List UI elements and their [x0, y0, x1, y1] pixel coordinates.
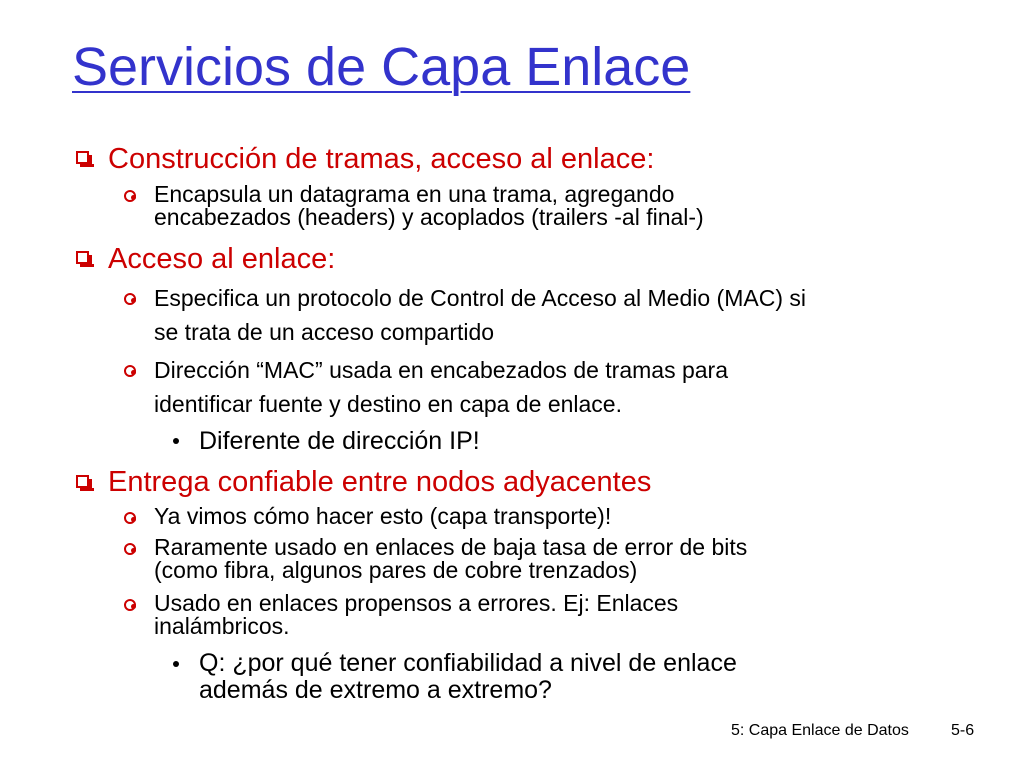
ring-bullet-icon	[124, 599, 136, 611]
sub-bullet-mac-protocol	[154, 281, 806, 349]
text-line: inalámbricos.	[154, 613, 290, 639]
sub-bullet-mac-address	[154, 353, 728, 421]
ring-bullet-icon	[124, 512, 136, 524]
square-bullet-icon	[76, 151, 89, 164]
footer-chapter: 5: Capa Enlace de Datos	[731, 722, 909, 739]
text-line: Usado en enlaces propensos a errores. Ej: Enlaces	[154, 590, 679, 616]
text-line: Especifica un protocolo de Control de Acceso al Medio (MAC) si	[154, 285, 806, 311]
sub-bullet-transport: Ya vimos cómo hacer esto (capa transporte)!	[154, 503, 612, 529]
sub-sub-bullet-ip: Diferente de dirección IP!	[199, 427, 480, 455]
sub-bullet-error-prone	[154, 592, 678, 638]
dot-bullet-icon	[173, 438, 179, 444]
text-line: además de extremo a extremo?	[199, 676, 552, 704]
bullet-link-access: Acceso al enlace:	[108, 243, 336, 275]
text-line: Dirección “MAC” usada en encabezados de tramas para	[154, 357, 729, 383]
sub-sub-bullet-question	[199, 650, 737, 704]
page-title: Servicios de Capa Enlace	[72, 37, 691, 97]
footer-page-number: 5-6	[951, 722, 975, 739]
text-line: Raramente usado en enlaces de baja tasa de error de bits	[154, 534, 748, 560]
square-bullet-icon	[76, 251, 89, 264]
bullet-framing: Construcción de tramas, acceso al enlace:	[108, 143, 655, 175]
text-line: Q: ¿por qué tener confiabilidad a nivel de enlace	[199, 649, 737, 677]
ring-bullet-icon	[124, 293, 136, 305]
ring-bullet-icon	[124, 190, 136, 202]
text-line: identificar fuente y destino en capa de enlace.	[154, 391, 622, 417]
dot-bullet-icon	[173, 661, 179, 667]
text-line: encabezados (headers) y acoplados (trailers -al final-)	[154, 204, 704, 230]
text-line: se trata de un acceso compartido	[154, 319, 495, 345]
text-line: Encapsula un datagrama en una trama, agregando	[154, 181, 675, 207]
text-line: (como fibra, algunos pares de cobre trenzados)	[154, 557, 638, 583]
ring-bullet-icon	[124, 543, 136, 555]
sub-bullet-encapsulate	[154, 183, 704, 229]
bullet-reliable-delivery: Entrega confiable entre nodos adyacentes	[108, 466, 652, 498]
ring-bullet-icon	[124, 365, 136, 377]
square-bullet-icon	[76, 475, 89, 488]
sub-bullet-rarely-used	[154, 536, 747, 582]
